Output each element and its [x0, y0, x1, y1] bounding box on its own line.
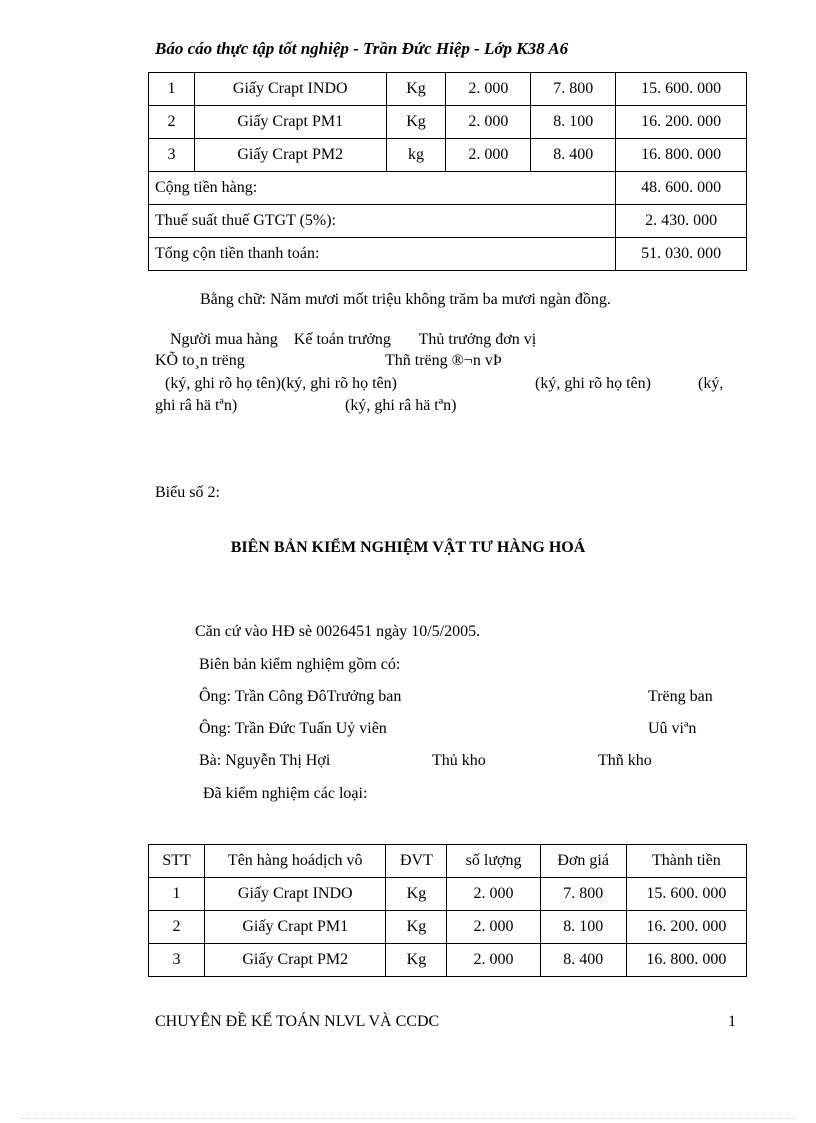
cell-stt: 2: [149, 911, 205, 944]
cell-name: Giấy Crapt PM2: [205, 944, 386, 977]
table-row: [149, 106, 747, 139]
grand-total-value: 51. 030. 000: [616, 238, 747, 271]
cell-price: 7. 800: [540, 878, 626, 911]
cell-unit: Kg: [386, 911, 447, 944]
cell-price: 8. 100: [540, 911, 626, 944]
signature-notes: [165, 375, 724, 393]
table-header-row: [149, 845, 747, 878]
signature-legacy-note-a: ghi râ hä tªn): [155, 397, 238, 414]
cell-price: 8. 100: [531, 106, 616, 139]
committee-intro: Biên bản kiểm nghiệm gồm có:: [199, 656, 401, 673]
cell-name: Giấy Crapt INDO: [194, 73, 386, 106]
vat-value: 2. 430. 000: [616, 205, 747, 238]
page-header-title: Báo cáo thực tập tốt nghiệp - Trần Đức Hiệp - Lớp K38 A6: [155, 39, 569, 58]
cell-total: 15. 600. 000: [626, 878, 746, 911]
cell-price: 8. 400: [540, 944, 626, 977]
cell-unit: kg: [386, 139, 446, 172]
signature-legacy-note-b: (ký, ghi râ hä tªn): [345, 397, 457, 414]
cell-unit: Kg: [386, 106, 446, 139]
cell-total: 16. 800. 000: [616, 139, 747, 172]
cell-qty: 2. 000: [446, 73, 531, 106]
signature-note-c: (ký,: [698, 375, 724, 392]
cell-stt: 3: [149, 944, 205, 977]
inspection-table: [148, 844, 747, 977]
table-row: [149, 73, 747, 106]
cell-stt: 1: [149, 878, 205, 911]
member-name-1: Ông: Trần Công ĐôTrưởng ban: [199, 688, 402, 705]
header-price: Đơn giá: [540, 845, 626, 878]
signature-legacy-a: KÕ to¸n trëng: [155, 352, 245, 369]
cell-qty: 2. 000: [447, 878, 540, 911]
cell-stt: 2: [149, 106, 195, 139]
cell-total: 15. 600. 000: [616, 73, 747, 106]
cell-name: Giấy Crapt PM1: [205, 911, 386, 944]
grand-total-label: Tổng cộn tiền thanh toán:: [149, 238, 616, 271]
signature-titles-legacy: [155, 352, 502, 370]
table-row: [149, 944, 747, 977]
grand-total-row: [149, 238, 747, 271]
footer-title: CHUYÊN ĐỀ KẾ TOÁN NLVL VÀ CCDC: [155, 1013, 440, 1030]
signature-titles: Người mua hàng Kế toán trưởng Thủ trưởng đơn vị: [170, 331, 537, 348]
signature-note-a: (ký, ghi rõ họ tên)(ký, ghi rõ họ tên): [165, 375, 397, 392]
basis-text: Căn cứ vào HĐ sè 0026451 ngày 10/5/2005.: [195, 623, 481, 640]
cell-total: 16. 200. 000: [616, 106, 747, 139]
cell-price: 8. 400: [531, 139, 616, 172]
header-qty: số lượng: [447, 845, 540, 878]
cell-stt: 3: [149, 139, 195, 172]
cell-name: Giấy Crapt INDO: [205, 878, 386, 911]
cell-name: Giấy Crapt PM1: [194, 106, 386, 139]
header-total: Thành tiền: [626, 845, 746, 878]
cell-qty: 2. 000: [447, 911, 540, 944]
vat-label: Thuế suất thuế GTGT (5%):: [149, 205, 616, 238]
member-name-3: Bà: Nguyễn Thị Hợi: [199, 752, 331, 769]
amount-in-words: Bằng chữ: Năm mươi mốt triệu không trăm ba mươi ngàn đồng.: [200, 291, 611, 308]
cell-unit: Kg: [386, 73, 446, 106]
cell-price: 7. 800: [531, 73, 616, 106]
table-row: [149, 139, 747, 172]
subtotal-row: [149, 172, 747, 205]
cell-unit: Kg: [386, 878, 447, 911]
vat-row: [149, 205, 747, 238]
header-stt: STT: [149, 845, 205, 878]
member-role-3: Thñ kho: [598, 752, 652, 769]
member-middle-3: Thủ kho: [432, 752, 486, 769]
signature-note-b: (ký, ghi rõ họ tên): [535, 375, 651, 392]
page-bottom-divider: [20, 1118, 796, 1119]
table-row: [149, 911, 747, 944]
document-title: BIÊN BẢN KIỂM NGHIỆM VẬT TƯ HÀNG HOÁ: [230, 539, 586, 556]
member-role-2: Uû viªn: [648, 720, 697, 737]
page-number: 1: [728, 1013, 736, 1030]
subtotal-value: 48. 600. 000: [616, 172, 747, 205]
inspected-label: Đã kiểm nghiệm các loại:: [203, 785, 368, 802]
header-name: Tên hàng hoádịch vô: [205, 845, 386, 878]
cell-stt: 1: [149, 73, 195, 106]
section-label: Biểu số 2:: [155, 484, 220, 501]
cell-qty: 2. 000: [446, 139, 531, 172]
cell-qty: 2. 000: [446, 106, 531, 139]
cell-qty: 2. 000: [447, 944, 540, 977]
member-name-2: Ông: Trần Đức Tuấn Uỷ viên: [199, 720, 387, 737]
member-role-1: Trëng ban: [648, 688, 713, 705]
cell-unit: Kg: [386, 944, 447, 977]
signature-notes-legacy: [155, 397, 457, 415]
table-row: [149, 878, 747, 911]
cell-total: 16. 800. 000: [626, 944, 746, 977]
invoice-table: [148, 72, 747, 271]
cell-total: 16. 200. 000: [626, 911, 746, 944]
cell-name: Giấy Crapt PM2: [194, 139, 386, 172]
header-unit: ĐVT: [386, 845, 447, 878]
signature-legacy-b: Thñ trëng ®¬n vÞ: [385, 352, 502, 369]
subtotal-label: Cộng tiền hàng:: [149, 172, 616, 205]
